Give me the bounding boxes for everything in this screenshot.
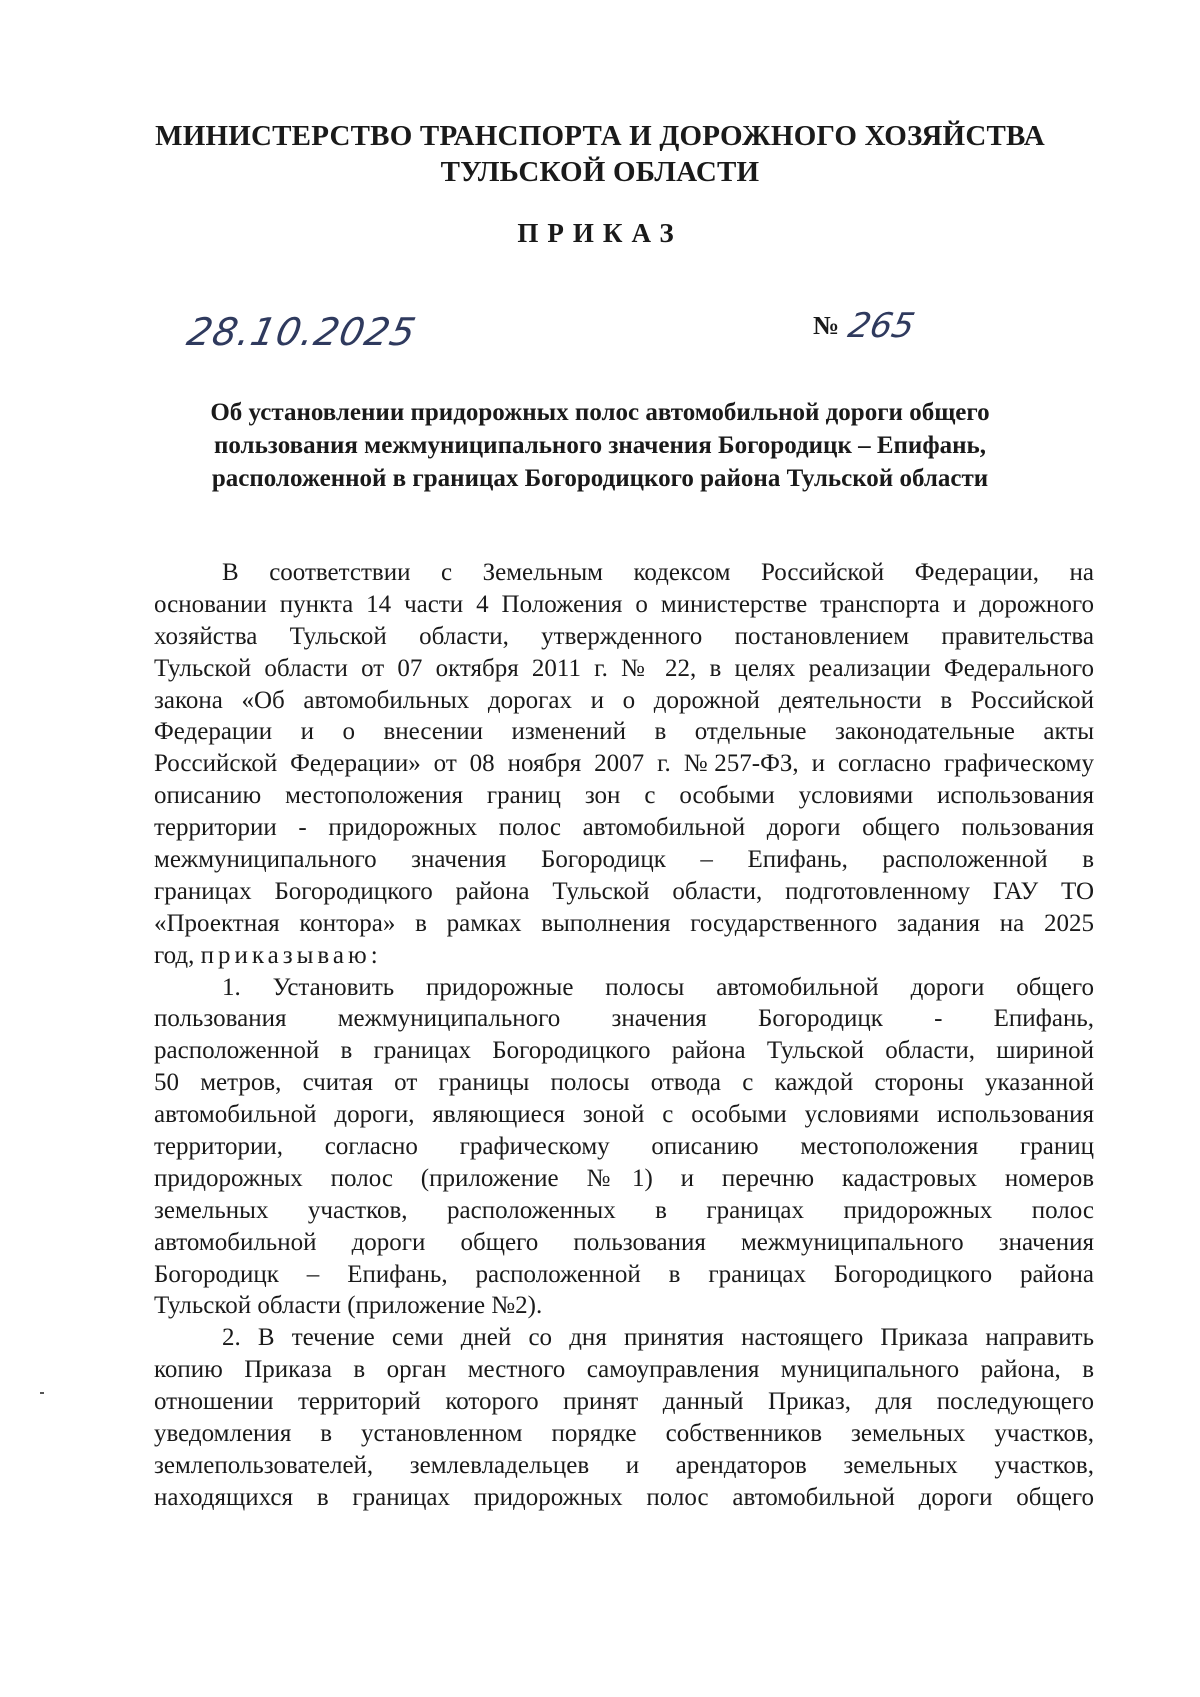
handwritten-date: 28.10.2025 bbox=[183, 310, 421, 354]
body-line: хозяйства Тульской области, утвержденного постановлением правительства bbox=[154, 622, 1094, 650]
body-line: придорожных полос (приложение №1) и перечню кадастровых номеров bbox=[154, 1164, 1094, 1192]
body-line: 50 метров, считая от границы полосы отвода с каждой стороны указанной bbox=[154, 1069, 1094, 1097]
number-sign: № bbox=[813, 311, 840, 340]
document-body bbox=[154, 557, 1094, 1514]
body-line: границах Богородицкого района Тульской области, подготовленному ГАУ ТО bbox=[154, 877, 1094, 905]
document-title bbox=[130, 396, 1070, 495]
title-line2: пользования межмуниципального значения Богородицк – Епифань, bbox=[213, 432, 987, 459]
body-line: «Проектная контора» в рамках выполнения государственного задания на 2025 bbox=[154, 909, 1094, 937]
body-line: Российской Федерации» от 08 ноября 2007 г. №257-ФЗ, и согласно графическому bbox=[154, 750, 1094, 778]
body-line: В соответствии с Земельным кодексом Российской Федерации, на bbox=[222, 559, 1094, 586]
body-line: территории, согласно графическому описанию местоположения границ bbox=[154, 1133, 1094, 1161]
body-line: основании пункта 14 части 4 Положения о министерстве транспорта и дорожного bbox=[154, 590, 1094, 618]
handwritten-number: 265 bbox=[844, 306, 919, 346]
body-line: Тульской области от 07 октября 2011 г. № 22, в целях реализации Федерального bbox=[154, 654, 1094, 682]
body-line: межмуниципального значения Богородицк – Епифань, расположенной в bbox=[154, 846, 1094, 874]
body-line: Богородицк – Епифань, расположенной в границах Богородицкого района bbox=[154, 1260, 1094, 1288]
decree-colon: : bbox=[370, 941, 378, 969]
body-line: 2. В течение семи дней со дня принятия настоящего Приказа направить bbox=[222, 1324, 1094, 1352]
decree-line bbox=[154, 940, 1094, 972]
body-line: закона «Об автомобильных дорогах и о дорожной деятельности в Российской bbox=[154, 686, 1094, 714]
body-line: находящихся в границах придорожных полос автомобильной дороги общего bbox=[154, 1483, 1094, 1511]
ministry-name-line2: ТУЛЬСКОЙ ОБЛАСТИ bbox=[440, 156, 760, 188]
body-line: 1. Установить придорожные полосы автомобильной дороги общего bbox=[222, 973, 1094, 1001]
body-line: автомобильной дороги общего пользования межмуниципального значения bbox=[154, 1228, 1094, 1256]
body-line: расположенной в границах Богородицкого района Тульской области, шириной bbox=[154, 1037, 1094, 1065]
body-line: описанию местоположения границ зон с особыми условиями использования bbox=[154, 782, 1094, 810]
body-line: Федерации и о внесении изменений в отдельные законодательные акты bbox=[154, 718, 1094, 746]
body-line: отношении территорий которого принят данный Приказ, для последующего bbox=[154, 1388, 1094, 1416]
body-line: уведомления в установленном порядке собственников земельных участков, bbox=[154, 1420, 1094, 1448]
body-line: автомобильной дороги, являющиеся зоной с особыми условиями использования bbox=[154, 1101, 1094, 1129]
body-line: территории - придорожных полос автомобильной дороги общего пользования bbox=[154, 814, 1094, 842]
body-line: землепользователей, землевладельцев и арендаторов земельных участков, bbox=[154, 1451, 1094, 1479]
ministry-name-line1: МИНИСТЕРСТВО ТРАНСПОРТА И ДОРОЖНОГО ХОЗЯЙСТВА bbox=[155, 120, 1045, 152]
document-type: ПРИКАЗ bbox=[517, 218, 683, 248]
decree-word: приказываю bbox=[200, 941, 371, 969]
body-line: год, bbox=[154, 941, 201, 969]
body-line: Тульской области (приложение №2). bbox=[154, 1292, 543, 1320]
title-line3: расположенной в границах Богородицкого района Тульской области bbox=[211, 465, 989, 492]
body-line: копию Приказа в орган местного самоуправления муниципального района, в bbox=[154, 1356, 1094, 1384]
ministry-name bbox=[0, 118, 1200, 190]
scan-speck bbox=[40, 1392, 44, 1394]
body-line: пользования межмуниципального значения Богородицк - Епифань, bbox=[154, 1005, 1094, 1033]
title-line1: Об установлении придорожных полос автомобильной дороги общего bbox=[210, 399, 990, 426]
order-number bbox=[813, 306, 919, 346]
body-line: земельных участков, расположенных в границах придорожных полос bbox=[154, 1196, 1094, 1224]
